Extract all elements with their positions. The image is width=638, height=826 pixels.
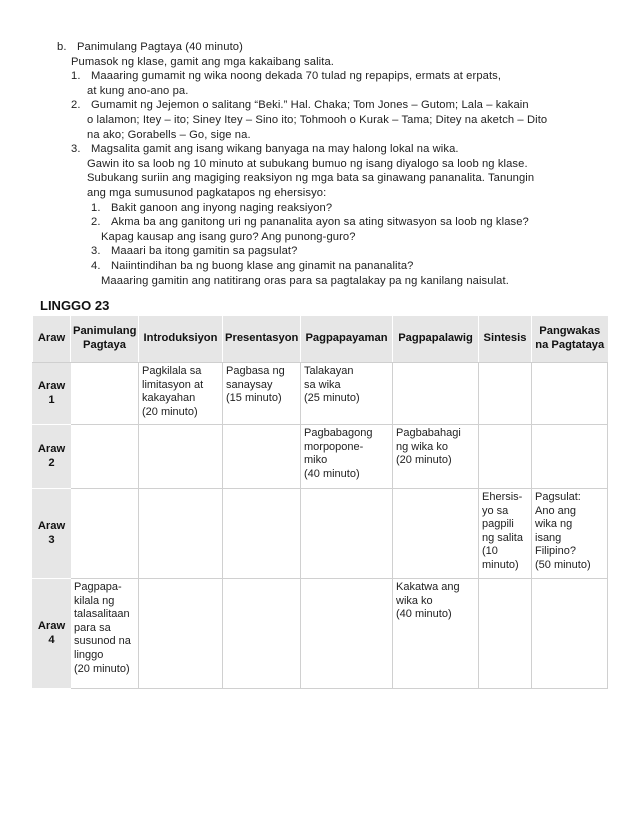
question-text: Kapag kausap ang isang guro? Ang punong-guro? [101,230,356,243]
item-line [57,98,597,113]
column-header: Introduksiyon [139,316,223,363]
cell-text: Talakayan [304,365,354,377]
cell-text: Ehersis- [482,491,523,503]
cell-text: sa wika [304,378,341,391]
day-cell: Araw 2 [33,425,71,489]
schedule-cell [139,489,223,579]
schedule-cell [532,425,608,489]
cell-text: ng wika ko [396,440,448,453]
table-row [33,579,608,689]
question-line [57,244,597,259]
cell-text: susunod na [74,635,131,648]
schedule-cell [532,363,608,425]
schedule-cell [393,425,479,489]
item-text: Subukang suriin ang magiging reaksiyon ng mga bata sa ginawang pananalita. Tanungin [87,172,535,185]
schedule-cell [393,489,479,579]
schedule-cell [532,579,608,689]
column-header: Presentasyon [223,316,301,363]
schedule-cell [393,579,479,689]
section-title: Panimulang Pagtaya (40 minuto) [77,41,243,53]
question-number: 1. [91,201,101,214]
cell-text: isang [535,531,562,544]
cell-text: yo sa [482,504,509,517]
schedule-cell [71,579,139,689]
schedule-cell [223,579,301,689]
cell-text: (20 minuto) [74,662,130,675]
item-line [57,186,597,201]
column-header: Sintesis [479,316,532,363]
cell-text: (25 minuto) [304,392,360,405]
cell-text: kakayahan [142,392,196,405]
question-line [57,259,597,274]
schedule-cell [223,363,301,425]
item-line [57,157,597,172]
day-cell: Araw 1 [33,363,71,425]
cell-text: (50 minuto) [535,558,591,571]
cell-text: Pagsulat: [535,491,581,503]
cell-text: sanaysay [226,378,273,391]
cell-text: Filipino? [535,545,576,558]
cell-text: para sa [74,621,111,634]
schedule-cell [393,363,479,425]
cell-text: limitasyon at [142,378,204,391]
day-cell: Araw 3 [33,489,71,579]
item-line [57,171,597,186]
column-header: Pagpapalawig [393,316,479,363]
schedule-cell [301,579,393,689]
question-line [57,201,597,216]
table-header-row [33,316,608,363]
schedule-cell [71,425,139,489]
table-row [33,425,608,489]
cell-text: linggo [74,648,104,661]
item-text: o lalamon; Itey – ito; Siney Itey – Sino ito; Tohmooh o Kurak – Tama; Ditey na aketch – Dito [87,113,548,126]
schedule-cell [71,489,139,579]
cell-text: Pagbabahagi [396,427,461,439]
schedule-cell [479,425,532,489]
column-header: Panimulang Pagtaya [71,316,139,363]
question-text: Naiintindihan ba ng buong klase ang ginamit na pananalita? [111,259,414,272]
schedule-cell [301,363,393,425]
cell-text: kilala ng [74,594,115,607]
cell-text: Pagkilala sa [142,365,202,377]
question-number: 4. [91,259,101,272]
schedule-cell [301,425,393,489]
item-line [57,84,597,99]
cell-text: wika ko [396,594,433,607]
question-line [57,230,597,245]
section-label: b. [57,41,67,53]
item-line [57,142,597,157]
week-heading: LINGGO 23 [40,298,110,313]
item-line [57,113,597,128]
question-text: Akma ba ang ganitong uri ng pananalita ayon sa ating sitwasyon sa loob ng klase? [111,216,529,229]
cell-text: Pagbabagong [304,427,373,439]
cell-text: (10 [482,545,498,558]
item-text: at kung ano-ano pa. [87,84,189,97]
schedule-cell [532,489,608,579]
item-number: 3. [71,143,81,156]
cell-text: minuto) [482,558,519,571]
item-text: ang mga sumusunod pagkatapos ng ehersisyo: [87,186,327,199]
schedule-cell [139,425,223,489]
cell-text: ng salita [482,531,523,544]
cell-text: miko [304,454,328,467]
column-header: Araw [33,316,71,363]
schedule-cell [479,489,532,579]
question-text: Maaaring gamitin ang natitirang oras para sa pagtalakay pa ng kanilang naisulat. [101,274,509,287]
schedule-cell [223,425,301,489]
cell-text: Pagpapa- [74,581,122,593]
schedule-cell [479,363,532,425]
cell-text: (40 minuto) [396,608,452,621]
cell-text: (40 minuto) [304,467,360,480]
item-number: 2. [71,99,81,112]
question-number: 2. [91,216,101,229]
column-header: Pangwakas na Pagtataya [532,316,608,363]
item-line [57,69,597,84]
table-row [33,489,608,579]
day-cell: Araw 4 [33,579,71,689]
cell-text: talasalitaan [74,608,130,621]
section-intro: Pumasok ng klase, gamit ang mga kakaibang salita. [71,55,334,68]
item-text: Gumamit ng Jejemon o salitang “Beki.” Hal. Chaka; Tom Jones – Gutom; Lala – kakain [91,99,529,112]
schedule-cell [223,489,301,579]
cell-text: (20 minuto) [142,405,198,418]
schedule-cell [139,579,223,689]
cell-text: Pagbasa ng [226,365,285,377]
lesson-section [57,40,597,288]
item-text: Gawin ito sa loob ng 10 minuto at subukang bumuo ng isang diyalogo sa loob ng klase. [87,157,528,170]
question-number: 3. [91,245,101,258]
item-number: 1. [71,70,81,83]
cell-text: Kakatwa ang [396,581,460,593]
section-title-line [57,40,597,55]
question-text: Maaari ba itong gamitin sa pagsulat? [111,245,298,258]
schedule-cell [71,363,139,425]
question-line [57,215,597,230]
item-text: Maaaring gumamit ng wika noong dekada 70 tulad ng repapips, ermats at erpats, [91,70,502,83]
item-text: na ako; Gorabells – Go, sige na. [87,128,251,141]
item-text: Magsalita gamit ang isang wikang banyaga na may halong lokal na wika. [91,143,459,156]
question-line [57,274,597,289]
cell-text: wika ng [535,518,573,531]
cell-text: pagpili [482,518,514,531]
question-text: Bakit ganoon ang inyong naging reaksiyon? [111,201,333,214]
item-line [57,128,597,143]
cell-text: (15 minuto) [226,392,282,405]
schedule-table [32,316,608,689]
schedule-cell [301,489,393,579]
cell-text: morpopone- [304,440,364,453]
schedule-cell [139,363,223,425]
schedule-cell [479,579,532,689]
cell-text: (20 minuto) [396,454,452,467]
column-header: Pagpapayaman [301,316,393,363]
table-row [33,363,608,425]
cell-text: Ano ang [535,504,576,517]
